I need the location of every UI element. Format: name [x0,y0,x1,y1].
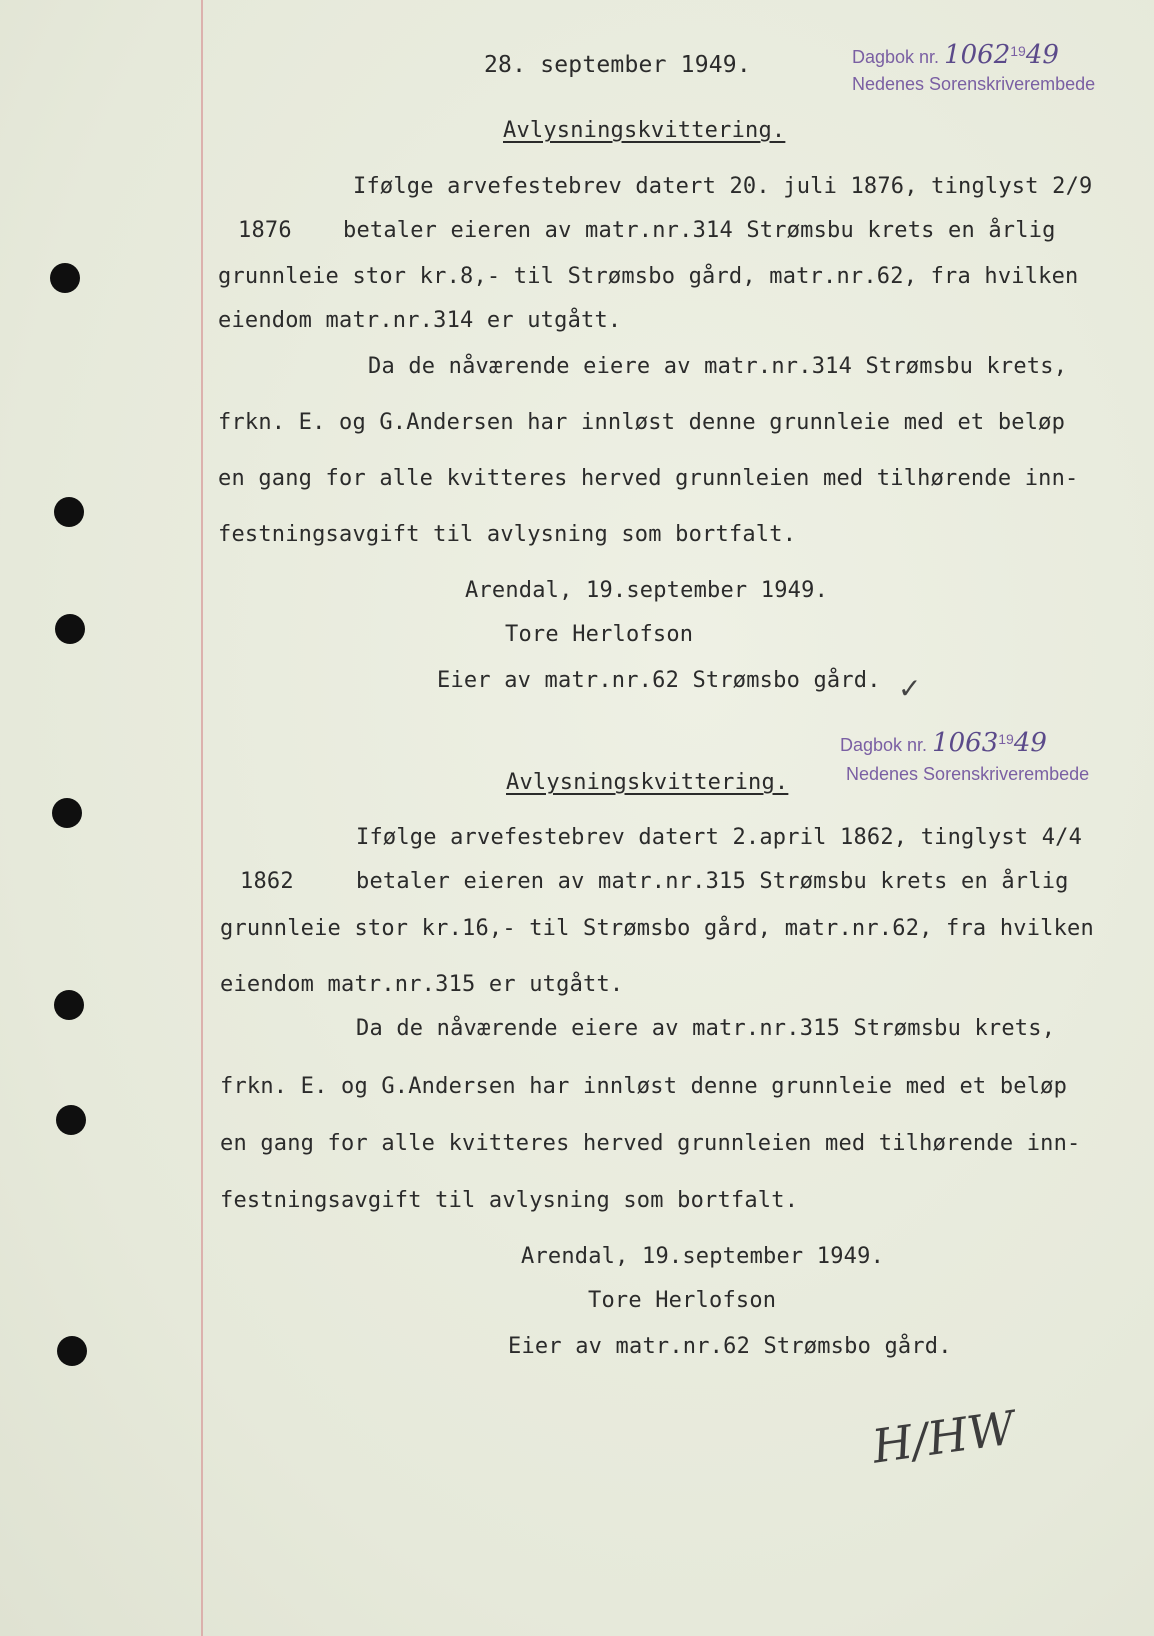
entry2-line: Ifølge arvefestebrev datert 2.april 1862, tinglyst 4/4 [356,825,1083,850]
entry2-line: eiendom matr.nr.315 er utgått. [220,972,624,997]
punch-hole [57,1336,87,1366]
registry-stamp-1 [852,40,1059,70]
stamp-number: 1062 [944,40,1011,70]
entry2-line: frkn. E. og G.Andersen har innløst denne grunnleie med et beløp [220,1074,1068,1099]
entry1-margin-year: 1876 [238,218,292,243]
entry2-place-date: Arendal, 19.september 1949. [521,1244,885,1269]
stamp-number: 1063 [932,728,999,758]
entry2-line: betaler eieren av matr.nr.315 Strømsbu krets en årlig [356,869,1069,894]
handwritten-initials: H/HW [868,1400,1019,1474]
stamp-year-prefix: 19 [1010,43,1026,59]
entry1-line: frkn. E. og G.Andersen har innløst denne grunnleie med et beløp [218,410,1066,435]
entry1-line: en gang for alle kvitteres herved grunnleien med tilhørende inn- [218,466,1079,491]
stamp-label: Dagbok nr. [840,735,928,755]
check-mark: ✓ [898,672,922,705]
punch-hole [52,798,82,828]
stamp-year: 49 [1025,40,1059,70]
punch-hole [54,990,84,1020]
entry1-line: eiendom matr.nr.314 er utgått. [218,308,622,333]
entry2-signer: Tore Herlofson [588,1288,777,1313]
entry2-line: en gang for alle kvitteres herved grunnleien med tilhørende inn- [220,1131,1081,1156]
registry-stamp-2 [840,728,1047,758]
entry2-margin-year: 1862 [240,869,294,894]
entry2-line: Da de nåværende eiere av matr.nr.315 Strømsbu krets, [356,1016,1056,1041]
entry2-signer-title: Eier av matr.nr.62 Strømsbo gård. [508,1334,952,1359]
entry1-place-date: Arendal, 19.september 1949. [465,578,829,603]
entry2-heading: Avlysningskvittering. [506,770,789,795]
entry1-line: festningsavgift til avlysning som bortfalt. [218,522,797,547]
stamp-year-prefix: 19 [998,731,1014,747]
entry2-line: festningsavgift til avlysning som bortfalt. [220,1188,799,1213]
stamp-office-2: Nedenes Sorenskriverembede [846,764,1090,784]
date-header: 28. september 1949. [484,52,751,78]
stamp-office-1: Nedenes Sorenskriverembede [852,74,1096,94]
entry1-heading: Avlysningskvittering. [503,118,786,143]
entry1-line: betaler eieren av matr.nr.314 Strømsbu krets en årlig [343,218,1056,243]
entry1-signer-title: Eier av matr.nr.62 Strømsbo gård. [437,668,881,693]
entry1-line: grunnleie stor kr.8,- til Strømsbo gård, matr.nr.62, fra hvilken [218,264,1079,289]
stamp-label: Dagbok nr. [852,47,940,67]
punch-hole [50,263,80,293]
punch-hole [55,614,85,644]
stamp-year: 49 [1013,728,1047,758]
margin-rule [201,0,203,1636]
punch-hole [54,497,84,527]
entry2-line: grunnleie stor kr.16,- til Strømsbo gård, matr.nr.62, fra hvilken [220,916,1094,941]
entry1-signer: Tore Herlofson [505,622,694,647]
entry1-line: Ifølge arvefestebrev datert 20. juli 1876, tinglyst 2/9 [353,174,1093,199]
entry1-line: Da de nåværende eiere av matr.nr.314 Strømsbu krets, [368,354,1068,379]
punch-hole [56,1105,86,1135]
